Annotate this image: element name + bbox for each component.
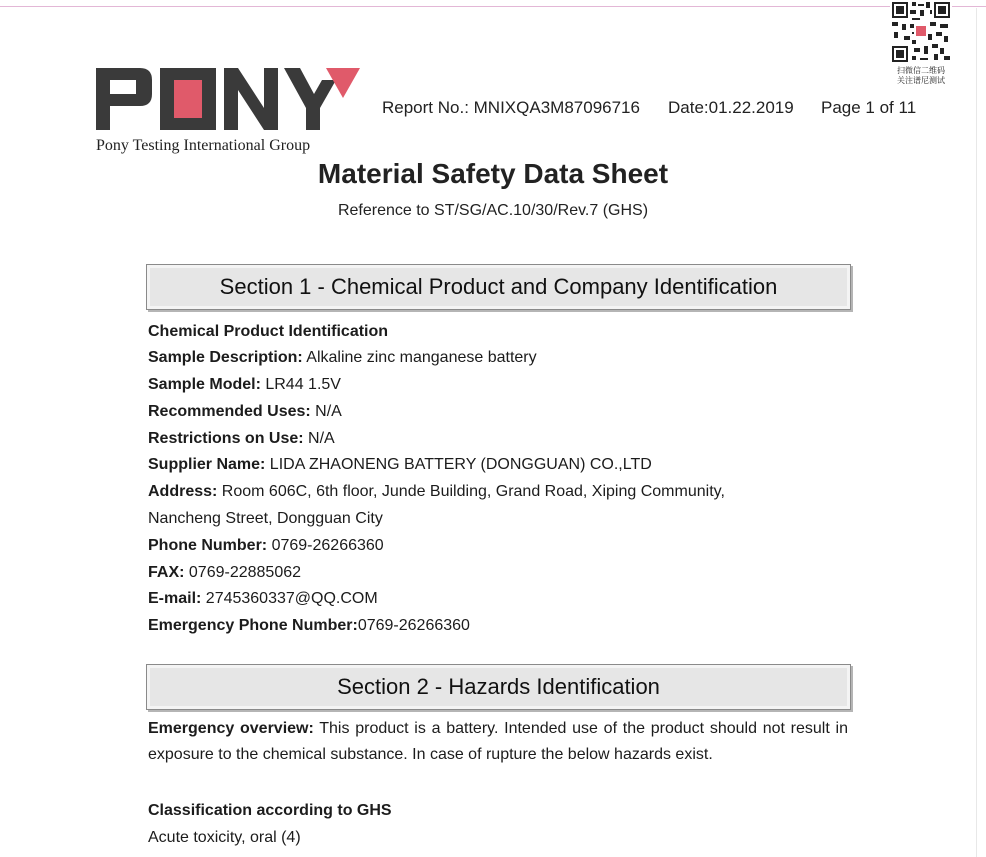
document-subtitle: Reference to ST/SG/AC.10/30/Rev.7 (GHS) bbox=[337, 202, 649, 219]
page-number: Page 1 of 11 bbox=[821, 98, 917, 117]
emergency-overview: Emergency overview: This product is a battery. Intended use of the product should not result in exposure to the chemical substance. In case of rupture the below hazards exist. bbox=[148, 720, 848, 763]
report-number: Report No.: MNIXQA3M87096716 bbox=[382, 98, 640, 117]
group-name: Pony Testing International Group bbox=[96, 137, 311, 154]
qr-code-icon bbox=[890, 0, 952, 64]
document-title: Material Safety Data Sheet bbox=[317, 158, 669, 189]
qr-caption-line1: 扫微信二维码 bbox=[897, 66, 945, 75]
pony-logo bbox=[96, 68, 360, 130]
top-rule bbox=[0, 6, 986, 7]
field-supplier-name: Supplier Name: LIDA ZHAONENG BATTERY (DONGGUAN) CO.,LTD bbox=[148, 456, 652, 473]
page-edge-rule bbox=[976, 8, 977, 857]
field-address: Address: Room 606C, 6th floor, Junde Building, Grand Road, Xiping Community, bbox=[148, 483, 725, 500]
classification-item: Acute toxicity, oral (4) bbox=[148, 829, 301, 846]
field-email: E-mail: 2745360337@QQ.COM bbox=[148, 590, 378, 607]
report-date: Date:01.22.2019 bbox=[668, 98, 794, 117]
field-phone-number: Phone Number: 0769-26266360 bbox=[148, 537, 384, 554]
field-sample-model: Sample Model: LR44 1.5V bbox=[148, 376, 341, 393]
field-sample-description: Sample Description: Alkaline zinc manganese battery bbox=[148, 349, 537, 366]
field-fax: FAX: 0769-22885062 bbox=[148, 564, 302, 581]
qr-caption bbox=[885, 66, 957, 86]
classification-heading: Classification according to GHS bbox=[148, 802, 392, 819]
section-1-heading: Section 1 - Chemical Product and Company Identification bbox=[146, 264, 851, 310]
field-address-line2: Nancheng Street, Dongguan City bbox=[148, 510, 383, 527]
field-emergency-phone: Emergency Phone Number:0769-26266360 bbox=[148, 617, 470, 634]
field-recommended-uses: Recommended Uses: N/A bbox=[148, 403, 342, 420]
section-1-subheading: Chemical Product Identification bbox=[148, 323, 389, 340]
field-restrictions-on-use: Restrictions on Use: N/A bbox=[148, 430, 335, 447]
section-2-heading: Section 2 - Hazards Identification bbox=[146, 664, 851, 710]
qr-caption-line2: 关注谱尼测试 bbox=[897, 76, 945, 85]
